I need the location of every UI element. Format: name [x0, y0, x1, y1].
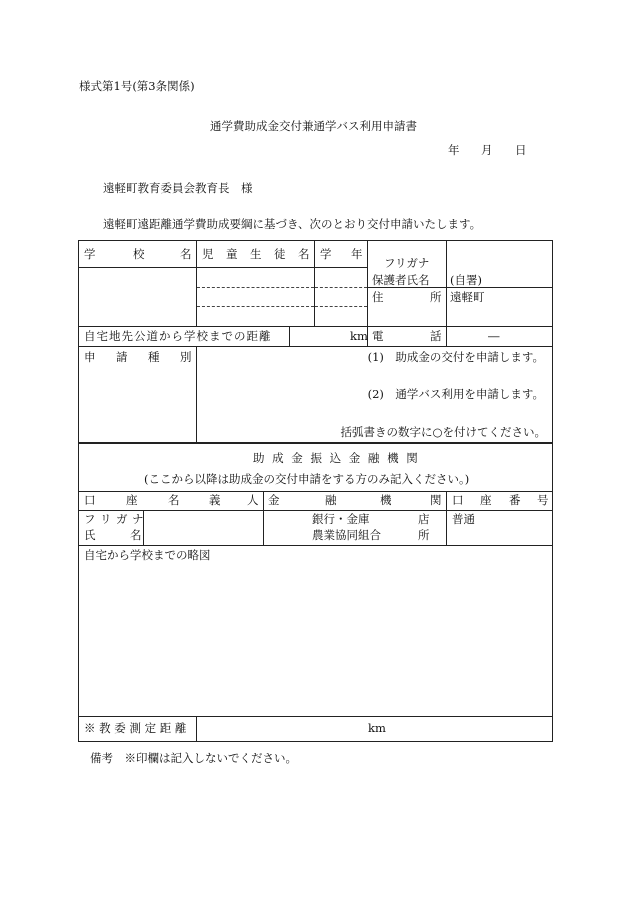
option-2-bus[interactable]: (2) 通学バス利用を申請します。	[367, 387, 544, 401]
date-year-label: 年	[448, 143, 460, 157]
institution-label-4: 関	[430, 493, 442, 507]
table1-top-border	[78, 240, 553, 241]
table2-top-border	[78, 443, 553, 444]
account-number-label-3: 番	[509, 493, 521, 507]
school-name-label-1: 学	[84, 247, 96, 261]
table1-header-rule	[78, 267, 367, 268]
table2-bottom-border	[78, 741, 553, 742]
addressee: 遠軽町教育委員会教育長 様	[103, 181, 253, 195]
holder-furigana-3: ガ	[116, 512, 128, 526]
type-top-rule	[78, 346, 553, 347]
option-note: 括弧書きの数字に○を付けてください。	[340, 425, 546, 439]
account-number-label-4: 号	[537, 493, 549, 507]
address-top-rule	[367, 287, 553, 288]
student-name-label-2: 童	[226, 247, 238, 261]
student-dash-1	[197, 287, 314, 288]
measured-distance-divider	[196, 716, 197, 742]
student-name-label-1: 児	[202, 247, 214, 261]
type-label-divider	[196, 346, 197, 443]
student-name-label-5: 名	[298, 247, 310, 261]
phone-label-2: 話	[430, 329, 442, 343]
bank-heading: 助 成 金 振 込 金 融 機 関	[253, 451, 420, 465]
account-holder-label-1: 口	[84, 493, 96, 507]
table2-left-border	[78, 443, 79, 742]
distance-top-rule	[78, 326, 553, 327]
guardian-name-label: 保護者氏名	[372, 273, 430, 287]
student-grade-divider	[314, 240, 315, 327]
grade-dash-1	[315, 287, 367, 288]
account-holder-label-3: 名	[168, 493, 180, 507]
account-holder-label-4: 義	[209, 493, 221, 507]
table2-right-border	[552, 443, 553, 742]
form-number: 様式第1号(第3条関係)	[79, 79, 195, 93]
address-value: 遠軽町	[450, 290, 485, 304]
map-label: 自宅から学校までの略図	[84, 548, 211, 562]
distance-unit-divider	[289, 326, 290, 347]
application-type-label-2: 請	[116, 350, 128, 364]
table1-left-border	[78, 240, 79, 443]
office-suffix: 所	[418, 528, 430, 542]
account-number-label-1: 口	[452, 493, 464, 507]
institution-label-3: 機	[380, 493, 392, 507]
account-holder-label-2: 座	[126, 493, 138, 507]
holder-institution-divider	[263, 491, 264, 546]
school-name-label-3: 名	[180, 247, 192, 261]
measured-distance-unit: km	[368, 721, 386, 735]
grade-label-2: 年	[351, 247, 363, 261]
holder-furigana-2: リ	[100, 512, 112, 526]
remarks: 備考 ※印欄は記入しないでください。	[90, 751, 297, 765]
school-student-divider	[196, 240, 197, 327]
grade-label-1: 学	[320, 247, 332, 261]
application-type-label-1: 申	[84, 350, 96, 364]
branch-suffix: 店	[418, 512, 430, 526]
document-title: 通学費助成金交付兼通学バス利用申請書	[210, 119, 417, 133]
student-dash-2	[197, 306, 314, 307]
phone-value: ―	[488, 329, 500, 343]
holder-furigana-4: ナ	[132, 512, 144, 526]
holder-furigana-1: フ	[84, 512, 96, 526]
holder-name-1: 氏	[84, 528, 96, 542]
distance-label: 自宅地先公道から学校までの距離	[84, 329, 272, 343]
application-type-label-3: 種	[148, 350, 160, 364]
guardian-value-divider	[446, 240, 447, 347]
phone-label-1: 電	[372, 329, 384, 343]
institution-label-1: 金	[268, 493, 280, 507]
bank-header-rule	[78, 491, 553, 492]
map-bottom-rule	[78, 716, 553, 717]
bank-type: 銀行・金庫	[312, 512, 370, 526]
address-label-2: 所	[430, 290, 442, 304]
bank-values-rule	[78, 545, 553, 546]
furigana-label: フリガナ	[384, 256, 430, 270]
measured-distance-label: ※ 教 委 測 定 距 離	[84, 721, 187, 735]
intro-text: 遠軽町遠距離通学費助成要綱に基づき、次のとおり交付申請いたします。	[103, 217, 482, 231]
date-day-label: 日	[515, 143, 527, 157]
institution-number-divider	[446, 491, 447, 546]
bank-columns-rule	[78, 510, 553, 511]
account-number-label-2: 座	[480, 493, 492, 507]
student-name-label-4: 徒	[274, 247, 286, 261]
coop-type: 農業協同組合	[312, 528, 381, 542]
bank-subheading: (ここから以降は助成金の交付申請をする方のみ記入ください。)	[144, 472, 470, 486]
table1-right-border	[552, 240, 553, 443]
option-1-subsidy[interactable]: (1) 助成金の交付を申請します。	[367, 350, 544, 364]
holder-name-2: 名	[130, 528, 142, 542]
account-holder-label-5: 人	[247, 493, 259, 507]
distance-unit: km	[350, 329, 368, 343]
grade-dash-2	[315, 306, 367, 307]
institution-label-2: 融	[325, 493, 337, 507]
address-label-1: 住	[372, 290, 384, 304]
application-type-label-4: 別	[180, 350, 192, 364]
signature-note: (自署)	[450, 273, 482, 287]
date-month-label: 月	[481, 143, 493, 157]
account-type: 普通	[452, 512, 475, 526]
school-name-label-2: 校	[133, 247, 145, 261]
student-name-label-3: 生	[250, 247, 262, 261]
